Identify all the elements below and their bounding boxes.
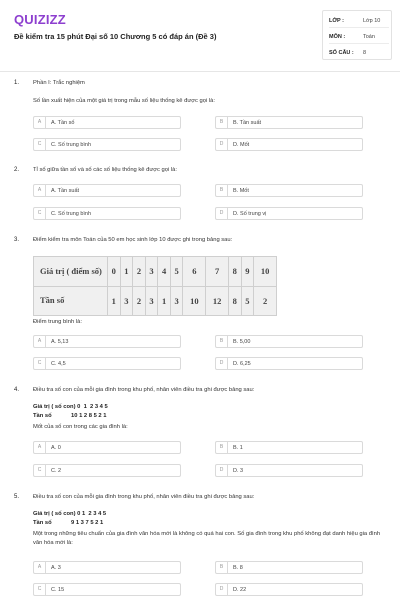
option-letter: B (216, 336, 228, 347)
answer-option-b[interactable] (215, 116, 363, 129)
section-heading: Phần I: Trắc nghiệm (33, 80, 85, 86)
table-cell: 1 (158, 286, 171, 316)
data-line-frequency: Tần số 9 1 3 7 5 2 1 (33, 520, 104, 526)
question-number: 2. (14, 167, 20, 173)
meta-row-subject (329, 30, 389, 44)
option-label: D. Số trung vị (233, 210, 267, 217)
answer-option-c[interactable] (33, 357, 181, 370)
question-text: Điểm kiểm tra môn Toán của 50 em học sinh lớp 10 được ghi trong bảng sau: (33, 237, 233, 243)
option-label: C. Số trung bình (51, 210, 92, 217)
option-letter: A (34, 185, 46, 196)
question-prompt: Một trong những tiêu chuẩn của gia đình văn hóa mới là không có quá hai con. Số gia đình trong khu phố không đạt danh hiệu gia đình văn hóa mới là: (33, 531, 381, 546)
table-cell: 3 (145, 286, 158, 316)
table-cell: 12 (206, 286, 229, 316)
option-letter: A (34, 336, 46, 347)
question-text: Điều tra số con của mỗi gia đình trong khu phố, nhân viên điều tra ghi được bảng sau: (33, 494, 255, 500)
option-label: A. 0 (51, 444, 61, 451)
table-cell: 0 (108, 257, 121, 287)
table-cell: 3 (120, 286, 133, 316)
quizizz-logo: QUIZIZZ (14, 12, 66, 27)
meta-row-class (329, 14, 389, 28)
answer-option-c[interactable] (33, 138, 181, 151)
answer-option-d[interactable] (215, 138, 363, 151)
meta-value: Lớp 10 (363, 18, 381, 24)
data-line-values: Giá trị ( số con) 0 1 2 3 4 5 (33, 511, 107, 517)
option-letter: C (34, 584, 46, 595)
option-label: A. 5,13 (51, 338, 69, 345)
option-label: B. Tần suất (233, 119, 262, 126)
table-cell: 6 (183, 257, 206, 287)
answer-option-a[interactable] (33, 335, 181, 348)
meta-key: MÔN : (329, 34, 346, 40)
meta-key: LỚP : (329, 18, 344, 24)
table-cell: 10 (183, 286, 206, 316)
answer-option-d[interactable] (215, 207, 363, 220)
option-label: B. 8 (233, 564, 243, 571)
answer-option-a[interactable] (33, 561, 181, 574)
option-label: D. 6,25 (233, 360, 251, 367)
option-label: B. 1 (233, 444, 243, 451)
table-cell: 3 (145, 257, 158, 287)
option-letter: D (216, 139, 228, 150)
meta-box (322, 10, 392, 60)
option-label: C. 15 (51, 586, 65, 593)
table-row-header: Giá trị ( điểm số) (34, 257, 108, 287)
table-cell: 8 (229, 286, 242, 316)
question-prompt: Điểm trung bình là: (33, 319, 82, 325)
option-label: A. Tần số (51, 119, 75, 126)
option-label: A. 3 (51, 564, 61, 571)
answer-option-a[interactable] (33, 116, 181, 129)
option-label: C. 4,5 (51, 360, 66, 367)
option-letter: A (34, 562, 46, 573)
answer-option-d[interactable] (215, 357, 363, 370)
option-label: D. 22 (233, 586, 247, 593)
meta-key: SỐ CÂU : (329, 50, 354, 56)
answer-option-d[interactable] (215, 464, 363, 477)
question-number: 3. (14, 237, 20, 243)
table-row (34, 257, 277, 287)
data-line-frequency: Tần số 10 1 2 8 5 2 1 (33, 413, 107, 419)
table-cell: 2 (254, 286, 277, 316)
option-letter: C (34, 358, 46, 369)
option-letter: A (34, 117, 46, 128)
page-title: Đề kiểm tra 15 phút Đại số 10 Chương 5 có đáp án (Đề 3) (14, 32, 217, 41)
question-prompt: Mốt của số con trong các gia đình là: (33, 424, 128, 430)
option-letter: A (34, 442, 46, 453)
option-label: C. Số trung bình (51, 141, 92, 148)
question-number: 1. (14, 80, 20, 86)
answer-option-b[interactable] (215, 184, 363, 197)
answer-option-b[interactable] (215, 441, 363, 454)
table-cell: 4 (158, 257, 171, 287)
option-label: C. 2 (51, 467, 62, 474)
table-cell: 5 (241, 286, 254, 316)
question-text: Điều tra số con của mỗi gia đình trong khu phố, nhân viên điều tra ghi được bảng sau: (33, 387, 255, 393)
answer-option-b[interactable] (215, 561, 363, 574)
question-text: Tỉ số giữa tần số và số các số liệu thống kê được gọi là: (33, 167, 177, 173)
option-label: D. 3 (233, 467, 244, 474)
question-number: 5. (14, 494, 20, 500)
table-cell: 9 (241, 257, 254, 287)
table-cell: 2 (133, 286, 146, 316)
meta-value: Toán (363, 34, 375, 40)
score-table (33, 256, 277, 316)
option-letter: D (216, 208, 228, 219)
data-line-values: Giá trị ( số con) 0 1 2 3 4 5 (33, 404, 108, 410)
option-label: D. Mốt (233, 141, 250, 148)
option-letter: B (216, 442, 228, 453)
table-cell: 1 (108, 286, 121, 316)
table-cell: 2 (133, 257, 146, 287)
option-label: A. Tần suất (51, 187, 80, 194)
table-cell: 8 (229, 257, 242, 287)
answer-option-b[interactable] (215, 335, 363, 348)
option-letter: C (34, 139, 46, 150)
answer-option-c[interactable] (33, 207, 181, 220)
table-cell: 5 (170, 257, 183, 287)
option-label: B. Mốt (233, 187, 249, 194)
table-cell: 7 (206, 257, 229, 287)
option-letter: B (216, 117, 228, 128)
table-cell: 3 (170, 286, 183, 316)
answer-option-c[interactable] (33, 464, 181, 477)
option-letter: D (216, 358, 228, 369)
question-text: Số lần xuất hiện của một giá trị trong mẫu số liệu thống kê được gọi là: (33, 98, 216, 104)
answer-option-a[interactable] (33, 441, 181, 454)
option-letter: B (216, 562, 228, 573)
table-cell: 10 (254, 257, 277, 287)
option-letter: C (34, 208, 46, 219)
answer-option-c[interactable] (33, 583, 181, 596)
table-row (34, 286, 277, 316)
question-number: 4. (14, 387, 20, 393)
meta-row-question-count (329, 46, 389, 60)
answer-option-a[interactable] (33, 184, 181, 197)
option-letter: B (216, 185, 228, 196)
worksheet-header (0, 0, 400, 72)
option-letter: D (216, 584, 228, 595)
option-label: B. 5,00 (233, 338, 251, 345)
meta-value: 8 (363, 50, 367, 56)
option-letter: C (34, 465, 46, 476)
answer-option-d[interactable] (215, 583, 363, 596)
option-letter: D (216, 465, 228, 476)
table-row-header: Tần số (34, 286, 108, 316)
table-cell: 1 (120, 257, 133, 287)
